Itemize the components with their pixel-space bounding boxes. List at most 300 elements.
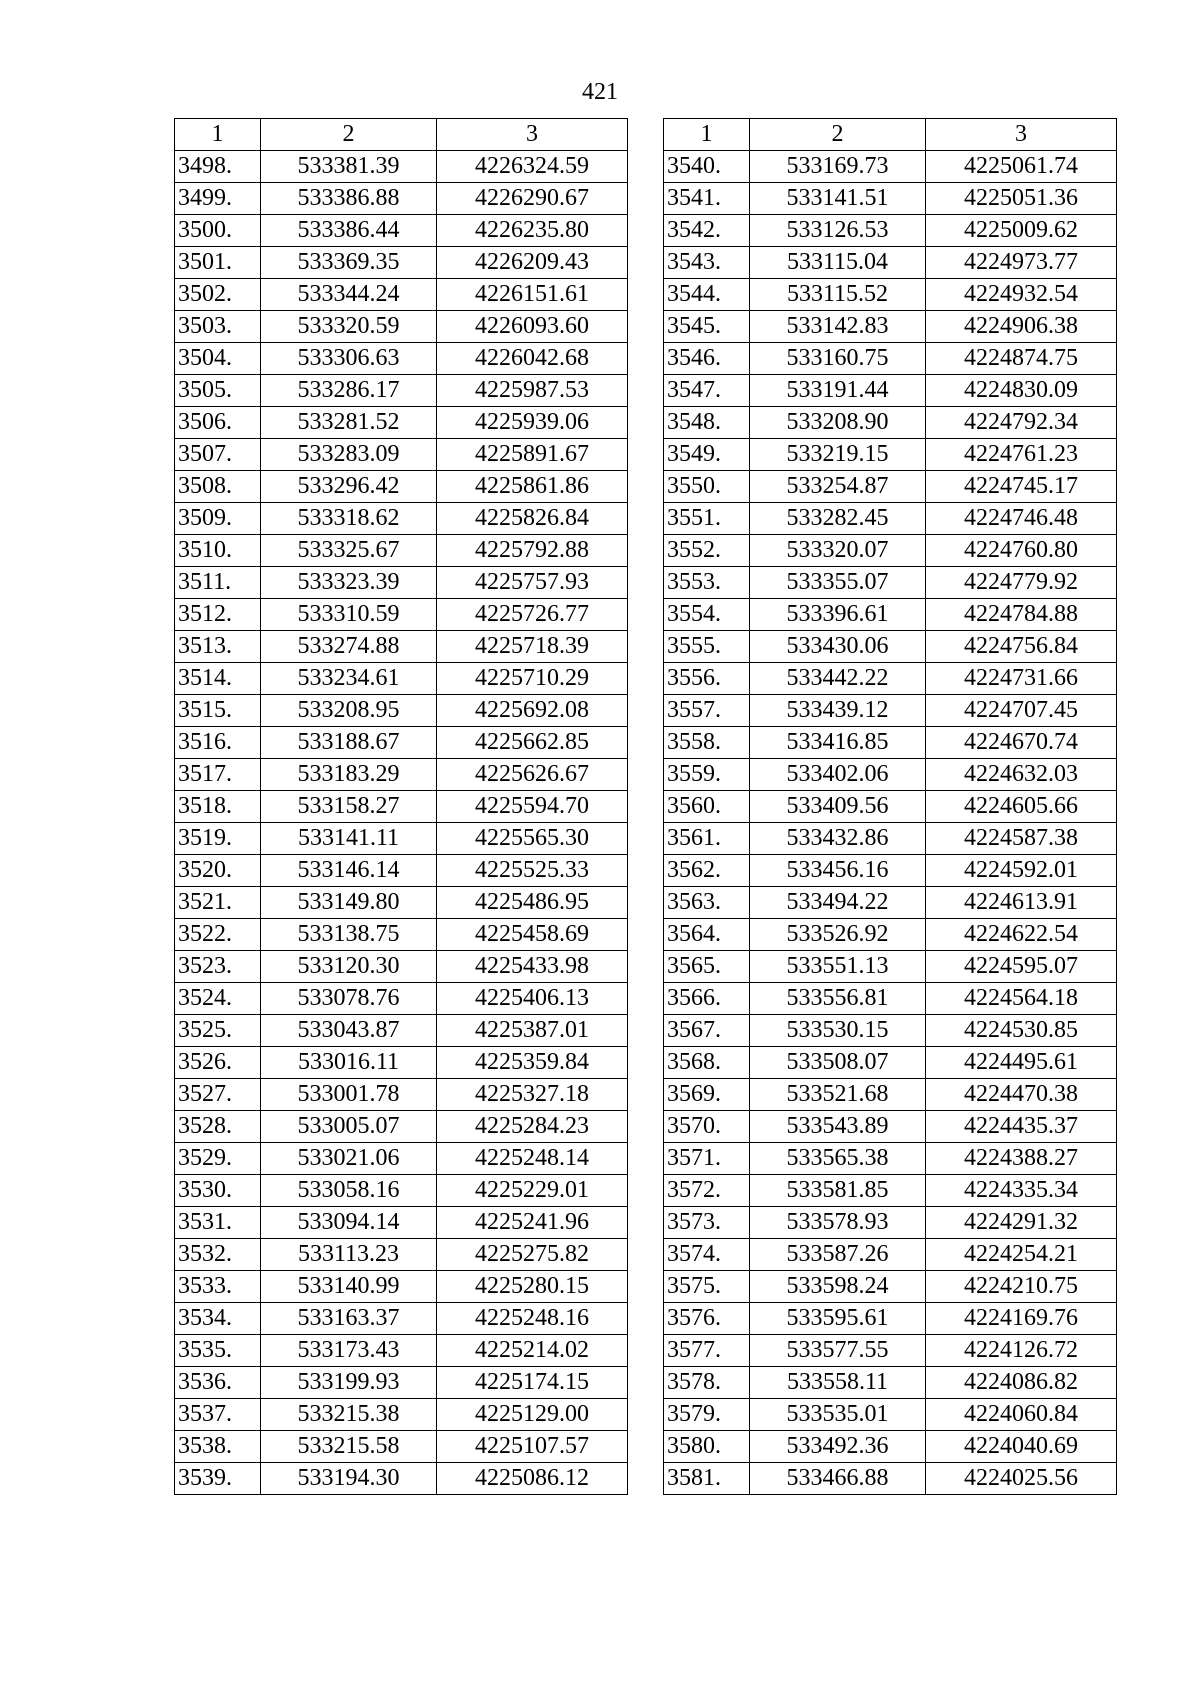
point-number-cell: 3513.	[175, 631, 261, 663]
y-coordinate-cell: 4224086.82	[926, 1367, 1117, 1399]
point-number-cell: 3510.	[175, 535, 261, 567]
x-coordinate-cell: 533160.75	[750, 343, 926, 375]
point-number-cell: 3506.	[175, 407, 261, 439]
table-row	[664, 1367, 1117, 1399]
x-coordinate-cell: 533369.35	[261, 247, 437, 279]
point-number-cell: 3539.	[175, 1463, 261, 1495]
y-coordinate-cell: 4225061.74	[926, 151, 1117, 183]
table-row	[175, 1047, 628, 1079]
x-coordinate-cell: 533386.88	[261, 183, 437, 215]
y-coordinate-cell: 4224756.84	[926, 631, 1117, 663]
y-coordinate-cell: 4225594.70	[437, 791, 628, 823]
table-row	[664, 503, 1117, 535]
x-coordinate-cell: 533163.37	[261, 1303, 437, 1335]
point-number-cell: 3553.	[664, 567, 750, 599]
y-coordinate-cell: 4224874.75	[926, 343, 1117, 375]
point-number-cell: 3574.	[664, 1239, 750, 1271]
y-coordinate-cell: 4225826.84	[437, 503, 628, 535]
y-coordinate-cell: 4225275.82	[437, 1239, 628, 1271]
table-row	[175, 1431, 628, 1463]
x-coordinate-cell: 533138.75	[261, 919, 437, 951]
x-coordinate-cell: 533386.44	[261, 215, 437, 247]
table-row	[664, 1047, 1117, 1079]
point-number-cell: 3565.	[664, 951, 750, 983]
y-coordinate-cell: 4225662.85	[437, 727, 628, 759]
y-coordinate-cell: 4225718.39	[437, 631, 628, 663]
table-row	[175, 1207, 628, 1239]
table-row	[175, 823, 628, 855]
y-coordinate-cell: 4224126.72	[926, 1335, 1117, 1367]
point-number-cell: 3547.	[664, 375, 750, 407]
y-coordinate-cell: 4225214.02	[437, 1335, 628, 1367]
y-coordinate-cell: 4224254.21	[926, 1239, 1117, 1271]
point-number-cell: 3532.	[175, 1239, 261, 1271]
point-number-cell: 3499.	[175, 183, 261, 215]
point-number-cell: 3578.	[664, 1367, 750, 1399]
column-header: 1	[664, 119, 750, 151]
table-row	[175, 1239, 628, 1271]
x-coordinate-cell: 533439.12	[750, 695, 926, 727]
x-coordinate-cell: 533551.13	[750, 951, 926, 983]
x-coordinate-cell: 533296.42	[261, 471, 437, 503]
table-row	[175, 1015, 628, 1047]
x-coordinate-cell: 533281.52	[261, 407, 437, 439]
point-number-cell: 3548.	[664, 407, 750, 439]
column-header: 1	[175, 119, 261, 151]
table-row	[175, 343, 628, 375]
table-row	[175, 855, 628, 887]
table-row	[664, 1015, 1117, 1047]
y-coordinate-cell: 4224595.07	[926, 951, 1117, 983]
y-coordinate-cell: 4225359.84	[437, 1047, 628, 1079]
table-row	[175, 1367, 628, 1399]
x-coordinate-cell: 533208.95	[261, 695, 437, 727]
point-number-cell: 3511.	[175, 567, 261, 599]
y-coordinate-cell: 4224025.56	[926, 1463, 1117, 1495]
point-number-cell: 3544.	[664, 279, 750, 311]
y-coordinate-cell: 4225987.53	[437, 375, 628, 407]
x-coordinate-cell: 533396.61	[750, 599, 926, 631]
x-coordinate-cell: 533274.88	[261, 631, 437, 663]
x-coordinate-cell: 533442.22	[750, 663, 926, 695]
y-coordinate-cell: 4225726.77	[437, 599, 628, 631]
y-coordinate-cell: 4225284.23	[437, 1111, 628, 1143]
y-coordinate-cell: 4225086.12	[437, 1463, 628, 1495]
y-coordinate-cell: 4225757.93	[437, 567, 628, 599]
y-coordinate-cell: 4225626.67	[437, 759, 628, 791]
y-coordinate-cell: 4226209.43	[437, 247, 628, 279]
table-row	[664, 759, 1117, 791]
point-number-cell: 3558.	[664, 727, 750, 759]
table-row	[664, 279, 1117, 311]
point-number-cell: 3581.	[664, 1463, 750, 1495]
table-row	[175, 1399, 628, 1431]
y-coordinate-cell: 4225458.69	[437, 919, 628, 951]
table-row	[175, 983, 628, 1015]
x-coordinate-cell: 533402.06	[750, 759, 926, 791]
y-coordinate-cell: 4224435.37	[926, 1111, 1117, 1143]
point-number-cell: 3526.	[175, 1047, 261, 1079]
point-number-cell: 3552.	[664, 535, 750, 567]
y-coordinate-cell: 4225433.98	[437, 951, 628, 983]
point-number-cell: 3523.	[175, 951, 261, 983]
point-number-cell: 3530.	[175, 1175, 261, 1207]
point-number-cell: 3515.	[175, 695, 261, 727]
point-number-cell: 3580.	[664, 1431, 750, 1463]
point-number-cell: 3541.	[664, 183, 750, 215]
point-number-cell: 3508.	[175, 471, 261, 503]
point-number-cell: 3575.	[664, 1271, 750, 1303]
point-number-cell: 3579.	[664, 1399, 750, 1431]
point-number-cell: 3569.	[664, 1079, 750, 1111]
point-number-cell: 3527.	[175, 1079, 261, 1111]
point-number-cell: 3521.	[175, 887, 261, 919]
point-number-cell: 3567.	[664, 1015, 750, 1047]
y-coordinate-cell: 4224746.48	[926, 503, 1117, 535]
point-number-cell: 3549.	[664, 439, 750, 471]
x-coordinate-cell: 533325.67	[261, 535, 437, 567]
y-coordinate-cell: 4224040.69	[926, 1431, 1117, 1463]
x-coordinate-cell: 533021.06	[261, 1143, 437, 1175]
x-coordinate-cell: 533306.63	[261, 343, 437, 375]
point-number-cell: 3573.	[664, 1207, 750, 1239]
y-coordinate-cell: 4225107.57	[437, 1431, 628, 1463]
point-number-cell: 3516.	[175, 727, 261, 759]
x-coordinate-cell: 533466.88	[750, 1463, 926, 1495]
point-number-cell: 3546.	[664, 343, 750, 375]
table-row	[664, 151, 1117, 183]
x-coordinate-cell: 533282.45	[750, 503, 926, 535]
y-coordinate-cell: 4226235.80	[437, 215, 628, 247]
table-row	[664, 375, 1117, 407]
table-row	[664, 567, 1117, 599]
y-coordinate-cell: 4225406.13	[437, 983, 628, 1015]
y-coordinate-cell: 4224605.66	[926, 791, 1117, 823]
point-number-cell: 3576.	[664, 1303, 750, 1335]
y-coordinate-cell: 4224335.34	[926, 1175, 1117, 1207]
table-row	[175, 1175, 628, 1207]
y-coordinate-cell: 4225387.01	[437, 1015, 628, 1047]
point-number-cell: 3520.	[175, 855, 261, 887]
y-coordinate-cell: 4224622.54	[926, 919, 1117, 951]
point-number-cell: 3514.	[175, 663, 261, 695]
y-coordinate-cell: 4224169.76	[926, 1303, 1117, 1335]
table-row	[175, 759, 628, 791]
x-coordinate-cell: 533215.38	[261, 1399, 437, 1431]
y-coordinate-cell: 4225792.88	[437, 535, 628, 567]
table-row	[175, 631, 628, 663]
x-coordinate-cell: 533587.26	[750, 1239, 926, 1271]
point-number-cell: 3512.	[175, 599, 261, 631]
point-number-cell: 3555.	[664, 631, 750, 663]
x-coordinate-cell: 533320.59	[261, 311, 437, 343]
point-number-cell: 3537.	[175, 1399, 261, 1431]
y-coordinate-cell: 4226324.59	[437, 151, 628, 183]
x-coordinate-cell: 533169.73	[750, 151, 926, 183]
table-row	[664, 951, 1117, 983]
x-coordinate-cell: 533141.11	[261, 823, 437, 855]
table-row	[175, 887, 628, 919]
table-row	[175, 407, 628, 439]
table-row	[664, 1079, 1117, 1111]
x-coordinate-cell: 533558.11	[750, 1367, 926, 1399]
point-number-cell: 3528.	[175, 1111, 261, 1143]
x-coordinate-cell: 533254.87	[750, 471, 926, 503]
x-coordinate-cell: 533318.62	[261, 503, 437, 535]
table-row	[175, 663, 628, 695]
y-coordinate-cell: 4225174.15	[437, 1367, 628, 1399]
x-coordinate-cell: 533115.04	[750, 247, 926, 279]
table-row	[175, 183, 628, 215]
table-row	[175, 1303, 628, 1335]
point-number-cell: 3522.	[175, 919, 261, 951]
y-coordinate-cell: 4224830.09	[926, 375, 1117, 407]
table-row	[175, 1111, 628, 1143]
y-coordinate-cell: 4225861.86	[437, 471, 628, 503]
y-coordinate-cell: 4224564.18	[926, 983, 1117, 1015]
table-row	[664, 1207, 1117, 1239]
y-coordinate-cell: 4225280.15	[437, 1271, 628, 1303]
point-number-cell: 3534.	[175, 1303, 261, 1335]
y-coordinate-cell: 4225939.06	[437, 407, 628, 439]
table-row	[664, 1431, 1117, 1463]
column-header: 3	[926, 119, 1117, 151]
table-row	[664, 887, 1117, 919]
point-number-cell: 3518.	[175, 791, 261, 823]
x-coordinate-cell: 533115.52	[750, 279, 926, 311]
point-number-cell: 3562.	[664, 855, 750, 887]
point-number-cell: 3570.	[664, 1111, 750, 1143]
table-row	[664, 1399, 1117, 1431]
x-coordinate-cell: 533535.01	[750, 1399, 926, 1431]
y-coordinate-cell: 4224632.03	[926, 759, 1117, 791]
y-coordinate-cell: 4225692.08	[437, 695, 628, 727]
table-row	[175, 919, 628, 951]
point-number-cell: 3533.	[175, 1271, 261, 1303]
point-number-cell: 3498.	[175, 151, 261, 183]
table-row	[175, 951, 628, 983]
table-row	[664, 663, 1117, 695]
x-coordinate-cell: 533043.87	[261, 1015, 437, 1047]
table-row	[664, 1111, 1117, 1143]
coordinates-table-left	[174, 118, 628, 1495]
x-coordinate-cell: 533016.11	[261, 1047, 437, 1079]
y-coordinate-cell: 4224495.61	[926, 1047, 1117, 1079]
y-coordinate-cell: 4225710.29	[437, 663, 628, 695]
table-row	[175, 535, 628, 567]
y-coordinate-cell: 4225327.18	[437, 1079, 628, 1111]
table-row	[664, 311, 1117, 343]
table-row	[175, 279, 628, 311]
x-coordinate-cell: 533595.61	[750, 1303, 926, 1335]
x-coordinate-cell: 533283.09	[261, 439, 437, 471]
table-row	[664, 631, 1117, 663]
table-row	[664, 1303, 1117, 1335]
y-coordinate-cell: 4225486.95	[437, 887, 628, 919]
point-number-cell: 3554.	[664, 599, 750, 631]
x-coordinate-cell: 533530.15	[750, 1015, 926, 1047]
point-number-cell: 3561.	[664, 823, 750, 855]
table-row	[664, 791, 1117, 823]
table-row	[664, 599, 1117, 631]
table-row	[664, 1463, 1117, 1495]
point-number-cell: 3542.	[664, 215, 750, 247]
y-coordinate-cell: 4226093.60	[437, 311, 628, 343]
point-number-cell: 3517.	[175, 759, 261, 791]
point-number-cell: 3536.	[175, 1367, 261, 1399]
table-row	[664, 247, 1117, 279]
table-row	[175, 1335, 628, 1367]
table-row	[664, 1239, 1117, 1271]
table-row	[664, 183, 1117, 215]
y-coordinate-cell: 4224291.32	[926, 1207, 1117, 1239]
y-coordinate-cell: 4224060.84	[926, 1399, 1117, 1431]
x-coordinate-cell: 533355.07	[750, 567, 926, 599]
table-row	[664, 471, 1117, 503]
y-coordinate-cell: 4224932.54	[926, 279, 1117, 311]
y-coordinate-cell: 4224707.45	[926, 695, 1117, 727]
table-row	[664, 215, 1117, 247]
table-row	[664, 695, 1117, 727]
x-coordinate-cell: 533142.83	[750, 311, 926, 343]
point-number-cell: 3525.	[175, 1015, 261, 1047]
y-coordinate-cell: 4226290.67	[437, 183, 628, 215]
x-coordinate-cell: 533146.14	[261, 855, 437, 887]
y-coordinate-cell: 4224530.85	[926, 1015, 1117, 1047]
table-row	[175, 151, 628, 183]
point-number-cell: 3505.	[175, 375, 261, 407]
point-number-cell: 3540.	[664, 151, 750, 183]
table-row	[175, 1271, 628, 1303]
x-coordinate-cell: 533173.43	[261, 1335, 437, 1367]
table-row	[664, 407, 1117, 439]
y-coordinate-cell: 4225051.36	[926, 183, 1117, 215]
table-row	[175, 1143, 628, 1175]
table-row	[664, 343, 1117, 375]
x-coordinate-cell: 533058.16	[261, 1175, 437, 1207]
x-coordinate-cell: 533581.85	[750, 1175, 926, 1207]
point-number-cell: 3556.	[664, 663, 750, 695]
y-coordinate-cell: 4224592.01	[926, 855, 1117, 887]
y-coordinate-cell: 4226151.61	[437, 279, 628, 311]
x-coordinate-cell: 533199.93	[261, 1367, 437, 1399]
x-coordinate-cell: 533094.14	[261, 1207, 437, 1239]
y-coordinate-cell: 4224973.77	[926, 247, 1117, 279]
table-row	[664, 823, 1117, 855]
point-number-cell: 3572.	[664, 1175, 750, 1207]
x-coordinate-cell: 533320.07	[750, 535, 926, 567]
table-header-row	[175, 119, 628, 151]
point-number-cell: 3535.	[175, 1335, 261, 1367]
table-row	[175, 311, 628, 343]
y-coordinate-cell: 4224210.75	[926, 1271, 1117, 1303]
y-coordinate-cell: 4225009.62	[926, 215, 1117, 247]
x-coordinate-cell: 533492.36	[750, 1431, 926, 1463]
y-coordinate-cell: 4224470.38	[926, 1079, 1117, 1111]
point-number-cell: 3577.	[664, 1335, 750, 1367]
column-header: 3	[437, 119, 628, 151]
point-number-cell: 3557.	[664, 695, 750, 727]
table-row	[175, 503, 628, 535]
point-number-cell: 3503.	[175, 311, 261, 343]
x-coordinate-cell: 533215.58	[261, 1431, 437, 1463]
x-coordinate-cell: 533409.56	[750, 791, 926, 823]
point-number-cell: 3551.	[664, 503, 750, 535]
y-coordinate-cell: 4224388.27	[926, 1143, 1117, 1175]
y-coordinate-cell: 4225241.96	[437, 1207, 628, 1239]
x-coordinate-cell: 533310.59	[261, 599, 437, 631]
point-number-cell: 3531.	[175, 1207, 261, 1239]
x-coordinate-cell: 533113.23	[261, 1239, 437, 1271]
table-row	[664, 855, 1117, 887]
point-number-cell: 3524.	[175, 983, 261, 1015]
x-coordinate-cell: 533194.30	[261, 1463, 437, 1495]
table-row	[175, 375, 628, 407]
table-row	[175, 1463, 628, 1495]
x-coordinate-cell: 533508.07	[750, 1047, 926, 1079]
y-coordinate-cell: 4225229.01	[437, 1175, 628, 1207]
x-coordinate-cell: 533208.90	[750, 407, 926, 439]
y-coordinate-cell: 4225248.14	[437, 1143, 628, 1175]
x-coordinate-cell: 533078.76	[261, 983, 437, 1015]
table-row	[175, 791, 628, 823]
table-row	[664, 439, 1117, 471]
x-coordinate-cell: 533149.80	[261, 887, 437, 919]
point-number-cell: 3543.	[664, 247, 750, 279]
x-coordinate-cell: 533526.92	[750, 919, 926, 951]
x-coordinate-cell: 533521.68	[750, 1079, 926, 1111]
y-coordinate-cell: 4224745.17	[926, 471, 1117, 503]
point-number-cell: 3550.	[664, 471, 750, 503]
point-number-cell: 3563.	[664, 887, 750, 919]
point-number-cell: 3560.	[664, 791, 750, 823]
table-row	[664, 727, 1117, 759]
y-coordinate-cell: 4224613.91	[926, 887, 1117, 919]
x-coordinate-cell: 533005.07	[261, 1111, 437, 1143]
x-coordinate-cell: 533001.78	[261, 1079, 437, 1111]
x-coordinate-cell: 533344.24	[261, 279, 437, 311]
point-number-cell: 3571.	[664, 1143, 750, 1175]
x-coordinate-cell: 533432.86	[750, 823, 926, 855]
point-number-cell: 3559.	[664, 759, 750, 791]
table-row	[664, 1175, 1117, 1207]
x-coordinate-cell: 533234.61	[261, 663, 437, 695]
x-coordinate-cell: 533430.06	[750, 631, 926, 663]
page-number: 421	[582, 79, 618, 105]
x-coordinate-cell: 533577.55	[750, 1335, 926, 1367]
x-coordinate-cell: 533323.39	[261, 567, 437, 599]
table-row	[664, 1271, 1117, 1303]
x-coordinate-cell: 533565.38	[750, 1143, 926, 1175]
point-number-cell: 3501.	[175, 247, 261, 279]
x-coordinate-cell: 533578.93	[750, 1207, 926, 1239]
table-row	[175, 599, 628, 631]
x-coordinate-cell: 533158.27	[261, 791, 437, 823]
x-coordinate-cell: 533543.89	[750, 1111, 926, 1143]
point-number-cell: 3568.	[664, 1047, 750, 1079]
x-coordinate-cell: 533120.30	[261, 951, 437, 983]
x-coordinate-cell: 533494.22	[750, 887, 926, 919]
x-coordinate-cell: 533126.53	[750, 215, 926, 247]
point-number-cell: 3502.	[175, 279, 261, 311]
y-coordinate-cell: 4224670.74	[926, 727, 1117, 759]
table-row	[175, 247, 628, 279]
table-header-row	[664, 119, 1117, 151]
point-number-cell: 3566.	[664, 983, 750, 1015]
x-coordinate-cell: 533416.85	[750, 727, 926, 759]
x-coordinate-cell: 533598.24	[750, 1271, 926, 1303]
y-coordinate-cell: 4225891.67	[437, 439, 628, 471]
